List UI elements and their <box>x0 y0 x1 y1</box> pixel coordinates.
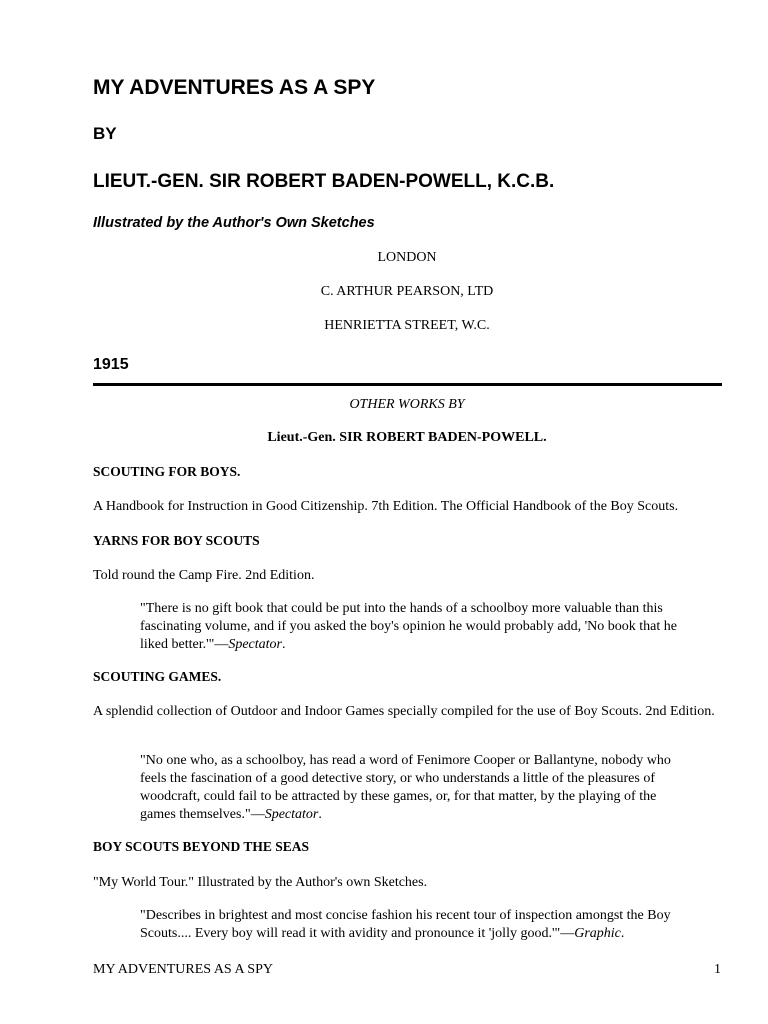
work-description: "My World Tour." Illustrated by the Author's own Sketches. <box>93 875 428 890</box>
quote-suffix: . <box>620 926 625 941</box>
publication-year: 1915 <box>93 356 129 373</box>
work-description: A Handbook for Instruction in Good Citizenship. 7th Edition. The Official Handbook of the Boy Scouts. <box>93 499 679 514</box>
work-description: Told round the Camp Fire. 2nd Edition. <box>93 568 315 583</box>
review-quote <box>140 752 680 824</box>
quote-source: Spectator <box>228 637 282 652</box>
horizontal-rule <box>93 383 722 386</box>
review-quote <box>140 907 680 943</box>
publisher-name: C. ARTHUR PEARSON, LTD <box>320 284 494 299</box>
other-works-author: Lieut.-Gen. SIR ROBERT BADEN-POWELL. <box>267 430 547 445</box>
quote-suffix: . <box>318 807 322 822</box>
work-title: SCOUTING GAMES. <box>93 669 222 684</box>
quote-source: Spectator <box>264 807 319 822</box>
page-number: 1 <box>714 962 721 977</box>
work-title: YARNS FOR BOY SCOUTS <box>93 533 260 548</box>
quote-text: "No one who, as a schoolboy, has read a word of Fenimore Cooper or Ballantyne, nobody who feels the fascination of a good detective story, or who understands a little of the pleasures of woodcraft, could fail to be attracted by these games, or, for that matter, by the playing of the games themselves."— <box>140 753 671 822</box>
footer-title: MY ADVENTURES AS A SPY <box>93 962 273 977</box>
quote-text: "Describes in brightest and most concise fashion his recent tour of inspection amongst the Boy Scouts.... Every boy will read it with avidity and pronounce it 'jolly good.'"— <box>140 908 671 941</box>
author-name: LIEUT.-GEN. SIR ROBERT BADEN-POWELL, K.C.B. <box>93 171 555 192</box>
work-title: SCOUTING FOR BOYS. <box>93 464 241 479</box>
publisher-street: HENRIETTA STREET, W.C. <box>324 318 490 333</box>
other-works-heading: OTHER WORKS BY <box>349 397 465 412</box>
by-line: BY <box>93 124 117 143</box>
quote-suffix: . <box>281 637 286 652</box>
illustration-credit: Illustrated by the Author's Own Sketches <box>93 215 375 231</box>
work-title: BOY SCOUTS BEYOND THE SEAS <box>93 839 310 854</box>
work-description: A splendid collection of Outdoor and Indoor Games specially compiled for the use of Boy Scouts. 2nd Edition. <box>93 704 715 719</box>
quote-text: "There is no gift book that could be put into the hands of a schoolboy more valuable than this fascinating volume, and if you asked the boy's opinion he would probably add, 'No book that he liked better.'"— <box>140 601 677 652</box>
publication-place: LONDON <box>377 250 437 265</box>
quote-source: Graphic <box>574 926 621 941</box>
review-quote <box>140 600 680 654</box>
book-title: MY ADVENTURES AS A SPY <box>93 76 376 99</box>
